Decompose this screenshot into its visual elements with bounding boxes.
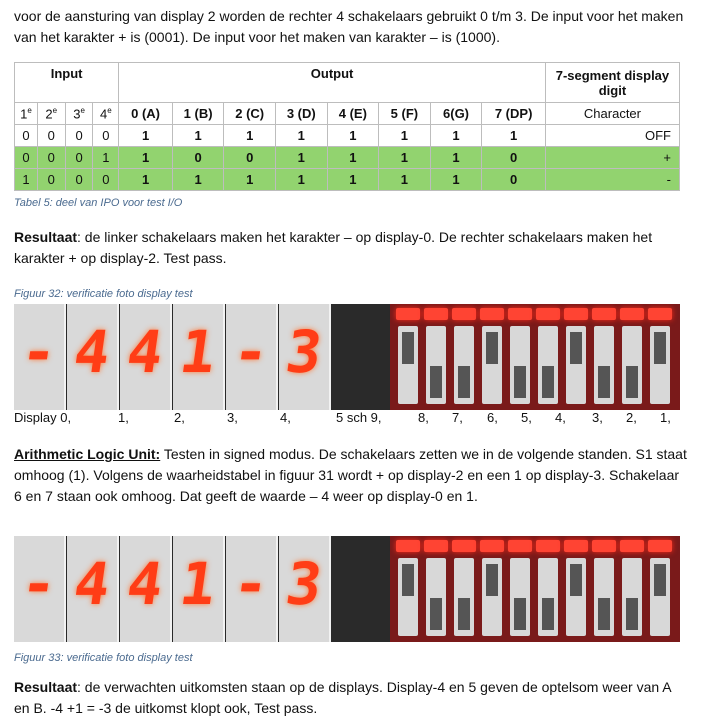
table-cell: 0 — [65, 125, 93, 147]
col-header: 3e — [65, 103, 93, 125]
table-cell: 1 — [224, 125, 276, 147]
intro-paragraph — [14, 6, 690, 48]
switch-knob — [626, 366, 638, 398]
display-label: 4, — [280, 410, 291, 425]
seven-segment-char: 3 — [281, 550, 327, 618]
switch-knob — [654, 332, 666, 364]
slide-switch — [510, 558, 530, 636]
display-label: 1, — [660, 410, 671, 425]
table-cell: 1 — [119, 169, 173, 191]
seven-segment-digit — [14, 304, 66, 410]
alu-label: Arithmetic Logic Unit: — [14, 446, 161, 462]
table-cell: 0 — [65, 169, 93, 191]
table-cell: + — [545, 147, 679, 169]
seven-segment-digit — [173, 304, 225, 410]
slide-switch — [594, 558, 614, 636]
col-header: Character — [545, 103, 679, 125]
table-cell: 1 — [327, 169, 379, 191]
display-group-header: 7-segment display digit — [545, 63, 679, 103]
table-cell: 1 — [379, 147, 431, 169]
led-icon — [564, 308, 588, 320]
seven-segment-char: 4 — [69, 318, 115, 386]
table-cell: OFF — [545, 125, 679, 147]
led-icon — [452, 308, 476, 320]
table-cell: 1 — [430, 169, 482, 191]
table-body — [15, 125, 680, 191]
table-cell: 1 — [379, 125, 431, 147]
switch-knob — [402, 332, 414, 364]
result-text: : de linker schakelaars maken het karakter – op display-0. De rechter schakelaars maken het karakter + op display-2. Test pass. — [14, 229, 653, 266]
table-cell: 0 — [482, 169, 546, 191]
switch-board — [390, 536, 680, 642]
table-cell: 1 — [379, 169, 431, 191]
col-header-sup: e — [27, 105, 32, 115]
table-cell: 0 — [37, 147, 65, 169]
table-cell: 0 — [15, 147, 38, 169]
led-icon — [536, 308, 560, 320]
table-cell: - — [545, 169, 679, 191]
col-header: 5 (F) — [379, 103, 431, 125]
led-icon — [564, 540, 588, 552]
seven-segment-char: - — [16, 550, 62, 618]
led-icon — [480, 540, 504, 552]
alu-text: Testen in signed modus. De schakelaars zetten we in de volgende standen. S1 staat omhoog (1). Volgens de waarheidstabel in figuur 31 wordt + op display-2 en een 1 op display-3. Schakelaar 6 en 7 staan ook omhoog. Dat geeft de waarde – 4 weer op display-0 en 1. — [14, 446, 687, 504]
table-cell: 1 — [119, 147, 173, 169]
table-cell: 0 — [37, 169, 65, 191]
slide-switch — [650, 558, 670, 636]
table-cell: 1 — [172, 169, 224, 191]
table-cell: 1 — [482, 125, 546, 147]
col-header: 4e — [93, 103, 119, 125]
display-label: Display 0, — [14, 410, 72, 425]
display-label: 3, — [592, 410, 603, 425]
slide-switch — [482, 326, 502, 404]
table-cell: 0 — [224, 147, 276, 169]
slide-switch — [594, 326, 614, 404]
switch-knob — [598, 598, 610, 630]
table-cell: 1 — [430, 147, 482, 169]
table-cell: 0 — [172, 147, 224, 169]
switch-knob — [598, 366, 610, 398]
seven-segment-digit — [14, 536, 66, 642]
table-cell: 1 — [275, 147, 327, 169]
figure-32-caption: Figuur 32: verificatie foto display test — [14, 288, 193, 300]
display-label: 8, — [418, 410, 429, 425]
slide-switch — [510, 326, 530, 404]
table-cell: 0 — [482, 147, 546, 169]
switch-board — [390, 304, 680, 410]
seven-segment-char: 1 — [175, 550, 221, 618]
led-icon — [648, 540, 672, 552]
figure-33-caption: Figuur 33: verificatie foto display test — [14, 652, 193, 664]
table-caption: Tabel 5: deel van IPO voor test I/O — [14, 197, 183, 209]
slide-switch — [538, 558, 558, 636]
col-header: 1 (B) — [172, 103, 224, 125]
led-icon — [396, 540, 420, 552]
led-icon — [396, 308, 420, 320]
intro-text: voor de aansturing van display 2 worden de rechter 4 schakelaars gebruikt 0 t/m 3. De input voor het maken van het karakter + is (0001). De input voor het maken van karakter – is (1000). — [14, 8, 684, 45]
seven-segment-digit — [226, 304, 278, 410]
led-icon — [508, 540, 532, 552]
seven-segment-char: - — [228, 550, 274, 618]
col-header-sup: e — [80, 105, 85, 115]
table-cell: 1 — [224, 169, 276, 191]
display-photo-33 — [14, 536, 680, 642]
table-cell: 1 — [275, 125, 327, 147]
switch-knob — [486, 332, 498, 364]
slide-switch — [566, 558, 586, 636]
result-label: Resultaat — [14, 679, 78, 695]
display-label: 3, — [227, 410, 238, 425]
seven-segment-digit — [173, 536, 225, 642]
seven-segment-digit — [279, 304, 331, 410]
table-row — [15, 169, 680, 191]
col-header: 1e — [15, 103, 38, 125]
table-cell: 0 — [15, 125, 38, 147]
led-icon — [424, 308, 448, 320]
slide-switch — [566, 326, 586, 404]
switch-knob — [458, 598, 470, 630]
slide-switch — [426, 558, 446, 636]
display-label: 4, — [555, 410, 566, 425]
table-cell: 1 — [430, 125, 482, 147]
led-icon — [536, 540, 560, 552]
seven-segment-digit — [120, 304, 172, 410]
slide-switch — [482, 558, 502, 636]
slide-switch — [538, 326, 558, 404]
column-header-row — [15, 103, 680, 125]
result-paragraph-2 — [14, 677, 690, 719]
table-cell: 0 — [65, 147, 93, 169]
display-label: 5, — [521, 410, 532, 425]
seven-segment-char: 4 — [69, 550, 115, 618]
seven-segment-char: 4 — [122, 318, 168, 386]
led-icon — [592, 540, 616, 552]
switch-knob — [402, 564, 414, 596]
switch-knob — [514, 366, 526, 398]
switch-knob — [570, 564, 582, 596]
table-cell: 0 — [93, 169, 119, 191]
display-label: 7, — [452, 410, 463, 425]
slide-switch — [426, 326, 446, 404]
table-cell: 1 — [327, 125, 379, 147]
seven-segment-char: 4 — [122, 550, 168, 618]
slide-switch — [398, 558, 418, 636]
led-icon — [452, 540, 476, 552]
switch-knob — [542, 366, 554, 398]
table-cell: 0 — [93, 125, 119, 147]
seven-segment-char: - — [16, 318, 62, 386]
display-label: 2, — [626, 410, 637, 425]
ipo-table — [14, 62, 680, 191]
switch-knob — [458, 366, 470, 398]
col-header: 7 (DP) — [482, 103, 546, 125]
led-icon — [508, 308, 532, 320]
switch-knob — [514, 598, 526, 630]
result-text: : de verwachten uitkomsten staan op de displays. Display-4 en 5 geven de optelsom weer van A en B. -4 +1 = -3 de uitkomst klopt ook, Test pass. — [14, 679, 671, 716]
col-header: 3 (D) — [275, 103, 327, 125]
slide-switch — [622, 326, 642, 404]
led-icon — [592, 308, 616, 320]
slide-switch — [454, 326, 474, 404]
table-row — [15, 125, 680, 147]
col-header: 2e — [37, 103, 65, 125]
col-header: 0 (A) — [119, 103, 173, 125]
display-label: 6, — [487, 410, 498, 425]
slide-switch — [398, 326, 418, 404]
led-icon — [480, 308, 504, 320]
led-icon — [620, 540, 644, 552]
table-cell: 1 — [119, 125, 173, 147]
input-group-header: Input — [15, 63, 119, 103]
seven-segment-char: 1 — [175, 318, 221, 386]
slide-switch — [650, 326, 670, 404]
led-icon — [648, 308, 672, 320]
display-label: 2, — [174, 410, 185, 425]
table-cell: 0 — [37, 125, 65, 147]
slide-switch — [454, 558, 474, 636]
slide-switch — [622, 558, 642, 636]
switch-knob — [542, 598, 554, 630]
table-cell: 1 — [172, 125, 224, 147]
output-group-header: Output — [119, 63, 546, 103]
switch-knob — [654, 564, 666, 596]
col-header: 4 (E) — [327, 103, 379, 125]
table-cell: 1 — [327, 147, 379, 169]
result-paragraph-1 — [14, 227, 690, 269]
table-cell: 1 — [15, 169, 38, 191]
display-label: 1, — [118, 410, 129, 425]
alu-paragraph — [14, 444, 690, 507]
seven-segment-digit — [120, 536, 172, 642]
seven-segment-char: 3 — [281, 318, 327, 386]
seven-segment-char: - — [228, 318, 274, 386]
switch-knob — [430, 598, 442, 630]
display-label: 5 sch 9, — [336, 410, 382, 425]
switch-knob — [626, 598, 638, 630]
display-label-row — [14, 410, 690, 430]
switch-knob — [486, 564, 498, 596]
seven-segment-digit — [67, 304, 119, 410]
switch-knob — [570, 332, 582, 364]
table-cell: 1 — [93, 147, 119, 169]
col-header: 6(G) — [430, 103, 482, 125]
table-cell: 1 — [275, 169, 327, 191]
seven-segment-digit — [226, 536, 278, 642]
table-row — [15, 147, 680, 169]
led-icon — [424, 540, 448, 552]
seven-segment-digit — [279, 536, 331, 642]
led-icon — [620, 308, 644, 320]
switch-knob — [430, 366, 442, 398]
seven-segment-digit — [67, 536, 119, 642]
col-header-sup: e — [52, 105, 58, 115]
col-header: 2 (C) — [224, 103, 276, 125]
result-label: Resultaat — [14, 229, 78, 245]
display-photo-32 — [14, 304, 680, 410]
col-header-sup: e — [107, 105, 112, 115]
